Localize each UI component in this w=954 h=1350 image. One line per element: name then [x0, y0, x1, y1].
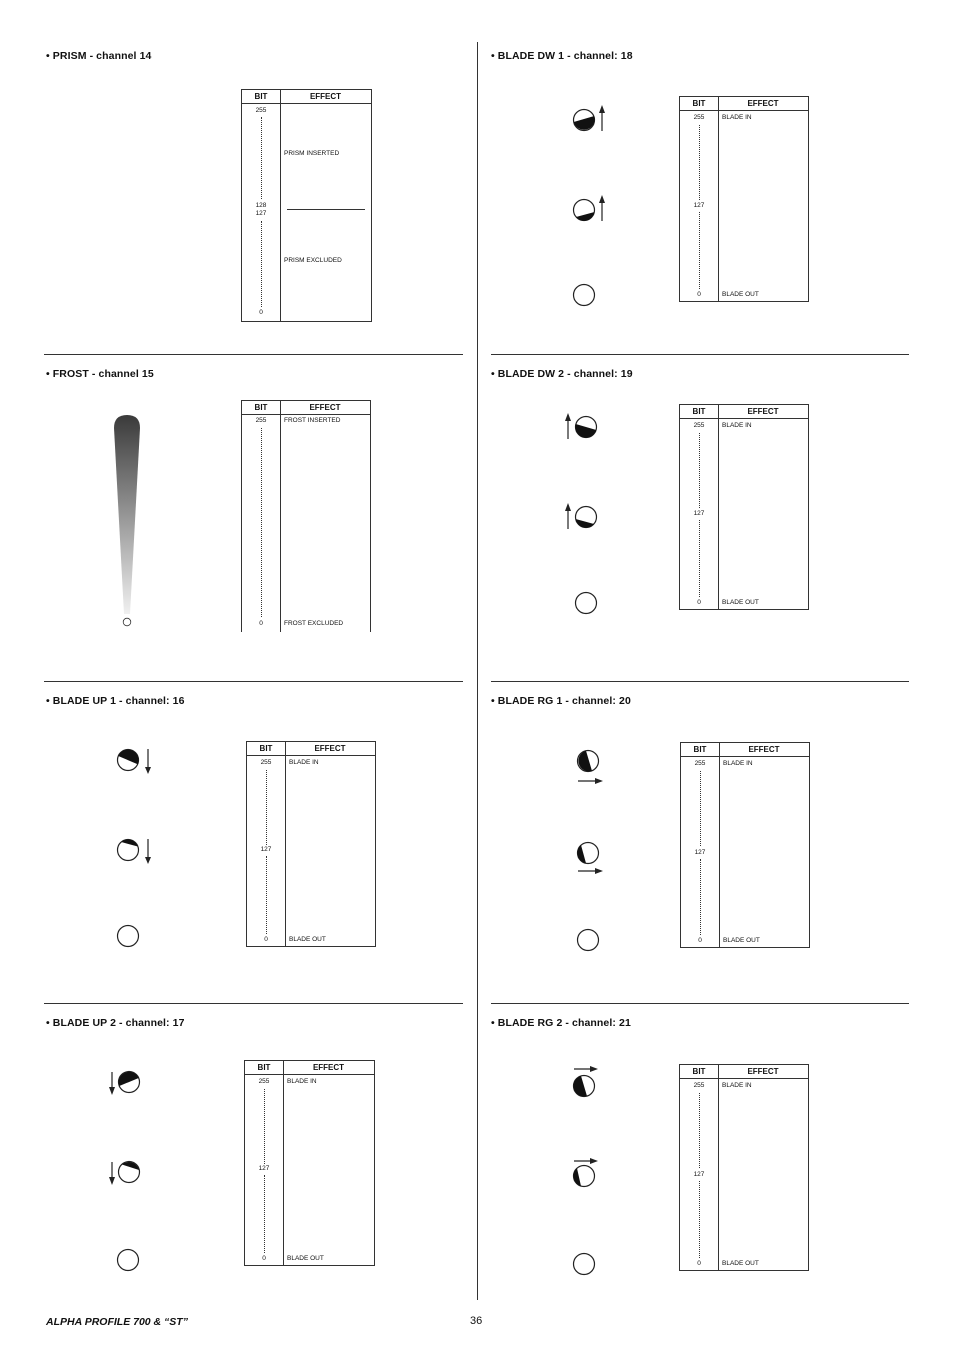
value-255: 255 — [693, 1082, 705, 1089]
value-255: 255 — [255, 107, 267, 114]
effect-blade-out: BLADE OUT — [287, 1255, 324, 1262]
section-title-blade-rg-2: • BLADE RG 2 - channel: 21 — [491, 1017, 631, 1029]
header-bit: BIT — [692, 1067, 706, 1076]
center-divider — [477, 42, 478, 1300]
value-127: 127 — [255, 210, 267, 217]
divider-right-2 — [491, 681, 909, 682]
value-0: 0 — [697, 1260, 701, 1267]
footer-product-name: ALPHA PROFILE 700 & “ST” — [46, 1316, 188, 1328]
dmx-table-blade-rg-2 — [679, 1064, 809, 1271]
header-bit: BIT — [692, 407, 706, 416]
divider-left-1 — [44, 354, 463, 355]
blade-full-icon — [575, 749, 611, 789]
dmx-table-frost — [241, 400, 371, 632]
header-effect: EFFECT — [309, 403, 341, 412]
effect-blade-in: BLADE IN — [722, 1082, 752, 1089]
header-bit: BIT — [693, 745, 707, 754]
effect-blade-in: BLADE IN — [723, 760, 753, 767]
dotted-range-line — [264, 1175, 265, 1253]
blade-full-icon — [106, 1069, 146, 1099]
effect-blade-out: BLADE OUT — [722, 599, 759, 606]
value-255: 255 — [258, 1078, 270, 1085]
header-effect: EFFECT — [747, 1067, 779, 1076]
divider-right-1 — [491, 354, 909, 355]
column-separator — [718, 97, 719, 301]
dmx-table-blade-up-1 — [246, 741, 376, 947]
column-separator — [283, 1061, 284, 1265]
value-127: 127 — [693, 1171, 705, 1178]
value-0: 0 — [262, 1255, 266, 1262]
blade-half-icon — [572, 193, 612, 225]
dotted-range-line — [700, 859, 701, 935]
column-separator — [285, 742, 286, 946]
column-separator — [718, 1065, 719, 1270]
value-255: 255 — [260, 759, 272, 766]
blade-full-icon — [562, 411, 602, 443]
blade-half-icon — [575, 841, 611, 881]
header-effect: EFFECT — [309, 92, 342, 101]
column-separator — [719, 743, 720, 947]
header-effect: EFFECT — [312, 1063, 345, 1072]
column-separator — [718, 405, 719, 609]
value-255: 255 — [694, 760, 706, 767]
dotted-range-line — [266, 856, 267, 934]
effect-blade-out: BLADE OUT — [289, 936, 326, 943]
header-bit: BIT — [692, 99, 706, 108]
value-255: 255 — [693, 422, 705, 429]
value-0: 0 — [697, 599, 701, 606]
effect-boundary-line — [287, 209, 365, 210]
divider-left-3 — [44, 1003, 463, 1004]
value-127: 127 — [693, 510, 705, 517]
dotted-range-line — [699, 1181, 700, 1258]
section-title-blade-rg-1: • BLADE RG 1 - channel: 20 — [491, 695, 631, 707]
effect-blade-in: BLADE IN — [289, 759, 319, 766]
value-127: 127 — [693, 202, 705, 209]
blade-half-icon — [571, 1156, 607, 1196]
section-title-blade-dw-1: • BLADE DW 1 - channel: 18 — [491, 50, 633, 62]
dotted-range-line — [699, 433, 700, 508]
dmx-table-blade-dw-2 — [679, 404, 809, 610]
blade-full-icon — [116, 746, 156, 776]
header-bit: BIT — [257, 1063, 271, 1072]
blade-open-icon — [576, 926, 606, 956]
blade-full-icon — [572, 103, 612, 135]
effect-frost-excluded: FROST EXCLUDED — [284, 620, 344, 627]
effect-blade-in: BLADE IN — [722, 114, 752, 121]
dotted-range-line — [699, 125, 700, 200]
header-effect: EFFECT — [748, 745, 780, 754]
dotted-range-line — [261, 428, 262, 617]
dotted-range-line — [266, 770, 267, 845]
blade-half-icon — [116, 836, 156, 866]
header-bit: BIT — [254, 92, 268, 101]
dmx-table-blade-rg-1 — [680, 742, 810, 948]
blade-half-icon — [562, 501, 602, 533]
column-separator — [280, 401, 281, 632]
frost-beam-icon — [108, 412, 148, 632]
blade-open-icon — [116, 922, 146, 952]
dotted-range-line — [700, 771, 701, 846]
divider-left-2 — [44, 681, 463, 682]
value-0: 0 — [259, 620, 263, 627]
effect-frost-inserted: FROST INSERTED — [284, 417, 341, 424]
effect-blade-out: BLADE OUT — [722, 291, 759, 298]
dotted-range-line — [699, 212, 700, 289]
dmx-table-prism — [241, 89, 372, 322]
value-127: 127 — [694, 849, 706, 856]
dotted-range-line — [261, 221, 262, 307]
effect-blade-out: BLADE OUT — [722, 1260, 759, 1267]
blade-open-icon — [572, 1250, 602, 1280]
section-title-blade-up-1: • BLADE UP 1 - channel: 16 — [46, 695, 185, 707]
header-effect: EFFECT — [747, 407, 779, 416]
blade-full-icon — [571, 1064, 607, 1104]
value-127: 127 — [258, 1165, 270, 1172]
blade-open-icon — [572, 280, 602, 310]
value-127: 127 — [260, 846, 272, 853]
column-separator — [280, 90, 281, 321]
dotted-range-line — [261, 117, 262, 199]
section-title-blade-dw-2: • BLADE DW 2 - channel: 19 — [491, 368, 633, 380]
divider-right-3 — [491, 1003, 909, 1004]
effect-blade-out: BLADE OUT — [723, 937, 760, 944]
header-effect: EFFECT — [747, 99, 779, 108]
header-bit: BIT — [254, 403, 268, 412]
section-title-prism: • PRISM - channel 14 — [46, 50, 152, 62]
value-0: 0 — [264, 936, 268, 943]
value-255: 255 — [693, 114, 705, 121]
value-0: 0 — [259, 309, 263, 316]
section-title-blade-up-2: • BLADE UP 2 - channel: 17 — [46, 1017, 185, 1029]
value-255: 255 — [255, 417, 267, 424]
effect-blade-in: BLADE IN — [287, 1078, 317, 1085]
blade-open-icon — [574, 588, 604, 618]
blade-half-icon — [106, 1159, 146, 1189]
effect-prism-excluded: PRISM EXCLUDED — [284, 257, 342, 264]
value-0: 0 — [697, 291, 701, 298]
page-number: 36 — [470, 1315, 483, 1327]
dotted-range-line — [699, 520, 700, 597]
value-0: 0 — [698, 937, 702, 944]
section-title-frost: • FROST - channel 15 — [46, 368, 154, 380]
effect-blade-in: BLADE IN — [722, 422, 752, 429]
dmx-table-blade-dw-1 — [679, 96, 809, 302]
dmx-table-blade-up-2 — [244, 1060, 375, 1266]
dotted-range-line — [699, 1093, 700, 1168]
dotted-range-line — [264, 1089, 265, 1164]
effect-prism-inserted: PRISM INSERTED — [284, 150, 340, 157]
blade-open-icon — [116, 1247, 146, 1277]
header-effect: EFFECT — [314, 744, 346, 753]
header-bit: BIT — [259, 744, 273, 753]
value-128: 128 — [255, 202, 267, 209]
